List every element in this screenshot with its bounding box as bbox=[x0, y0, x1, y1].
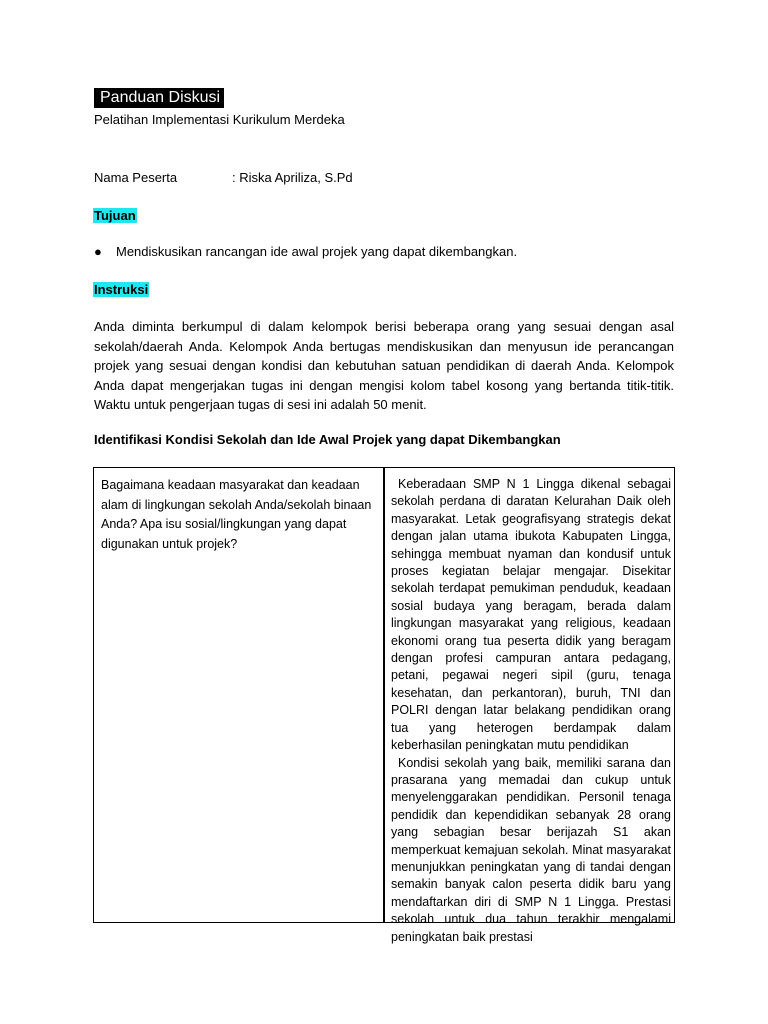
instruksi-heading: Instruksi bbox=[94, 282, 149, 297]
answer-paragraph-1: Keberadaan SMP N 1 Lingga dikenal sebagai sekolah perdana di daratan Kelurahan Daik oleh masyarakat. Letak geografisyang strategis dekat dengan jalan utama ibukota Kabupaten Lingga, sehingga membuat nyaman dan kondusif untuk proses kegiatan belajar mengajar. Disekitar sekolah terdapat pemukiman penduduk, keadaan sosial budaya yang beragam, berada dalam lingkungan masyarakat yang religious, keadaan ekonomi orang tua peserta didik yang beragam dengan profesi campuran antara pedagang, petani, pegawai negeri sipil (guru, tenaga kesehatan, dan perkantoran), buruh, TNI dan POLRI dengan latar belakang pendidikan orang tua yang heterogen berdampak dalam keberhasilan peningkatan mutu pendidikan bbox=[391, 477, 671, 753]
table-column-divider bbox=[383, 468, 385, 922]
document-subtitle: Pelatihan Implementasi Kurikulum Merdeka bbox=[94, 112, 345, 127]
section-heading: Identifikasi Kondisi Sekolah dan Ide Awal Projek yang dapat Dikembangkan bbox=[94, 432, 561, 447]
tujuan-bullet-text: Mendiskusikan rancangan ide awal projek yang dapat dikembangkan. bbox=[116, 244, 518, 259]
answer-paragraph-2: Kondisi sekolah yang baik, memiliki sarana dan prasarana yang memadai dan cukup untuk menyelenggarakan pendidikan. Personil tenaga pendidik dan kependidikan sebanyak 28 orang yang sebagian besar berijazah S1 akan memperkuat kemajuan sekolah. Minat masyarakat menunjukkan peningkatan yang di tandai dengan semakin banyak calon peserta didik baru yang mendaftarkan diri di SMP N 1 Lingga. Prestasi sekolah untuk dua tahun terakhir mengalami peningkatan baik prestasi bbox=[391, 755, 671, 944]
bullet-icon: ● bbox=[94, 244, 102, 259]
instruksi-paragraph: Anda diminta berkumpul di dalam kelompok berisi beberapa orang yang sesuai dengan asal sekolah/daerah Anda. Kelompok Anda bertugas mendiskusikan dan menyusun ide perancangan projek yang sesuai dengan kondisi dan kebutuhan satuan pendidikan di daerah Anda. Kelompok Anda dapat mengerjakan tugas ini dengan mengisi kolom tabel kosong yang bertanda titik-titik. Waktu untuk pengerjaan tugas di sesi ini adalah 50 menit. bbox=[94, 319, 674, 412]
identification-table bbox=[93, 467, 675, 944]
document-title: Panduan Diskusi bbox=[94, 88, 224, 108]
instruksi-heading-wrap bbox=[93, 281, 149, 299]
tujuan-heading: Tujuan bbox=[94, 208, 136, 223]
participant-name-label: Nama Peserta bbox=[94, 170, 178, 185]
table-answer-cell bbox=[391, 476, 671, 944]
participant-name-value: : Riska Apriliza, S.Pd bbox=[232, 170, 353, 185]
tujuan-bullet-item bbox=[94, 244, 517, 259]
table-question-cell: Bagaimana keadaan masyarakat dan keadaan alam di lingkungan sekolah Anda/sekolah binaan Anda? Apa isu sosial/lingkungan yang dapat digunakan untuk projek? bbox=[101, 478, 372, 551]
tujuan-heading-wrap bbox=[93, 207, 137, 225]
